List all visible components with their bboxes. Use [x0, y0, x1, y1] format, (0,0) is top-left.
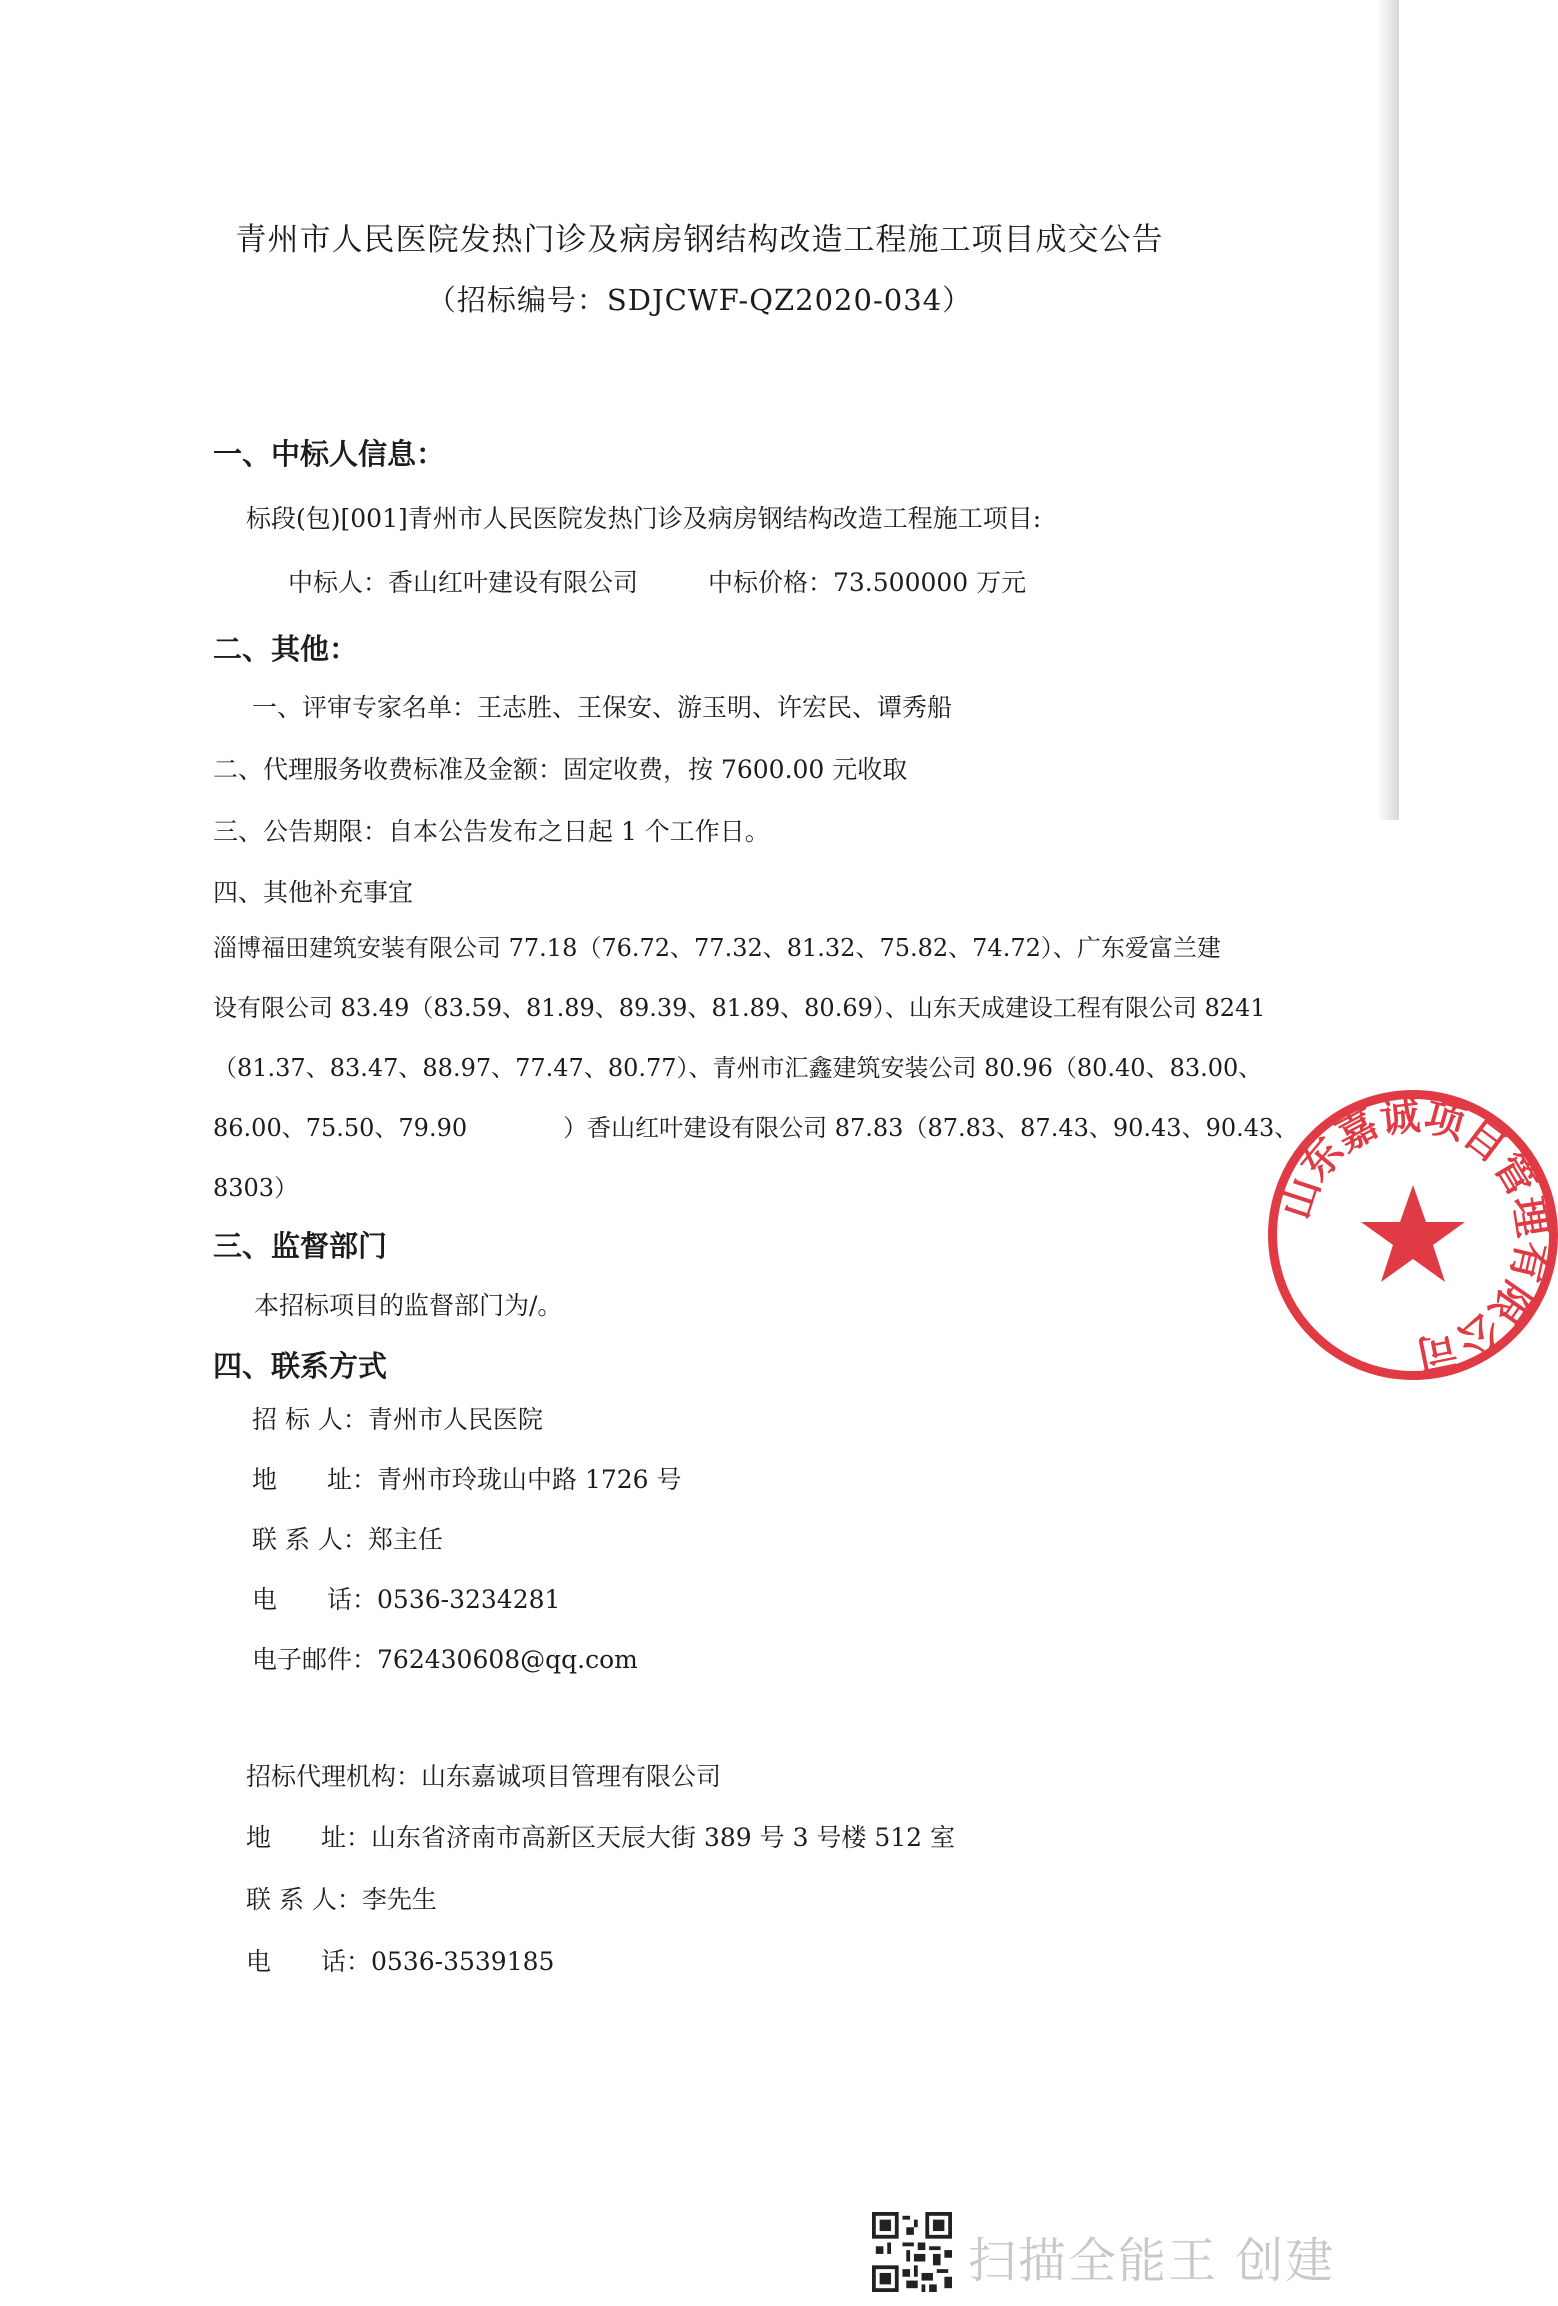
supplement-line: （81.37、83.47、88.97、77.47、80.77）、青州市汇鑫建筑安装公司 80.96（80.40、83.00、: [213, 1054, 1263, 1082]
agency-value: 李先生: [361, 1885, 437, 1914]
seal-icon: [1268, 1090, 1558, 1380]
supplement-heading: 四、其他补充事宜: [213, 878, 414, 907]
contact-value: 0536-3234281: [377, 1585, 561, 1614]
winner-price: 中标价格：73.500000 万元: [708, 568, 1027, 597]
supervision-text: 本招标项目的监督部门为/。: [254, 1291, 563, 1320]
scanner-watermark: 扫描全能王 创建: [968, 2233, 1336, 2289]
contact-value: 青州市人民医院: [367, 1405, 543, 1434]
contact-value: 郑主任: [367, 1525, 443, 1554]
agency-row: [246, 1818, 955, 1854]
contact-label: 地 址：: [252, 1465, 378, 1494]
winner-name: 中标人：香山红叶建设有限公司: [288, 568, 639, 597]
official-seal-stamp: [1268, 1090, 1558, 1380]
agency-row: [246, 1880, 437, 1916]
contact-row: [252, 1580, 560, 1616]
supplement-line: 设有限公司 83.49（83.59、81.89、89.39、81.89、80.69）、山东天成建设工程有限公司 8241: [213, 994, 1266, 1022]
agency-value: 山东嘉诚项目管理有限公司: [421, 1762, 722, 1791]
section-other-heading: 二、其他：: [213, 632, 359, 666]
document-title: 青州市人民医院发热门诊及病房钢结构改造工程施工项目成交公告: [235, 222, 1164, 258]
tender-code: （招标编号：SDJCWF-QZ2020-034）: [426, 283, 973, 317]
agency-value: 0536-3539185: [371, 1947, 555, 1976]
agency-row: [246, 1942, 554, 1978]
section-contact-heading: 四、联系方式: [213, 1349, 388, 1383]
agency-value: 山东省济南市高新区天辰大街 389 号 3 号楼 512 室: [371, 1823, 956, 1852]
expert-list: 一、评审专家名单：王志胜、王保安、游玉明、许宏民、谭秀船: [252, 693, 953, 722]
agency-label: 联 系 人：: [246, 1885, 362, 1914]
notice-period: 三、公告期限：自本公告发布之日起 1 个工作日。: [213, 817, 770, 846]
agency-label: 地 址：: [246, 1823, 372, 1852]
service-fee: 二、代理服务收费标准及金额：固定收费，按 7600.00 元收取: [213, 755, 908, 784]
lot-description: 标段(包)[001]青州市人民医院发热门诊及病房钢结构改造工程施工项目:: [246, 504, 1042, 533]
contact-value: 青州市玲珑山中路 1726 号: [377, 1465, 682, 1494]
seal-text: 山东嘉诚项目管理有限公司: [1272, 1092, 1556, 1378]
contact-label: 招 标 人：: [252, 1405, 368, 1434]
qr-code-icon: [872, 2212, 952, 2292]
section-winner-heading: 一、中标人信息：: [213, 437, 446, 471]
agency-label: 招标代理机构：: [246, 1762, 422, 1791]
contact-row: [252, 1640, 638, 1676]
section-supervision-heading: 三、监督部门: [213, 1229, 388, 1263]
contact-label: 电子邮件：: [252, 1645, 378, 1674]
supplement-line: 86.00、75.50、79.90 ）香山红叶建设有限公司 87.83（87.83、87.43、90.43、90.43、: [213, 1114, 1299, 1142]
agency-row: [246, 1757, 721, 1793]
agency-label: 电 话：: [246, 1947, 372, 1976]
contact-row: [252, 1400, 543, 1436]
page-edge-shadow: [1377, 0, 1399, 820]
contact-row: [252, 1460, 682, 1496]
supplement-line: 8303）: [213, 1174, 299, 1202]
contact-value: 762430608@qq.com: [377, 1645, 638, 1674]
contact-label: 联 系 人：: [252, 1525, 368, 1554]
contact-label: 电 话：: [252, 1585, 378, 1614]
contact-row: [252, 1520, 443, 1556]
supplement-line: 淄博福田建筑安装有限公司 77.18（76.72、77.32、81.32、75.82、74.72）、广东爱富兰建: [213, 934, 1221, 962]
